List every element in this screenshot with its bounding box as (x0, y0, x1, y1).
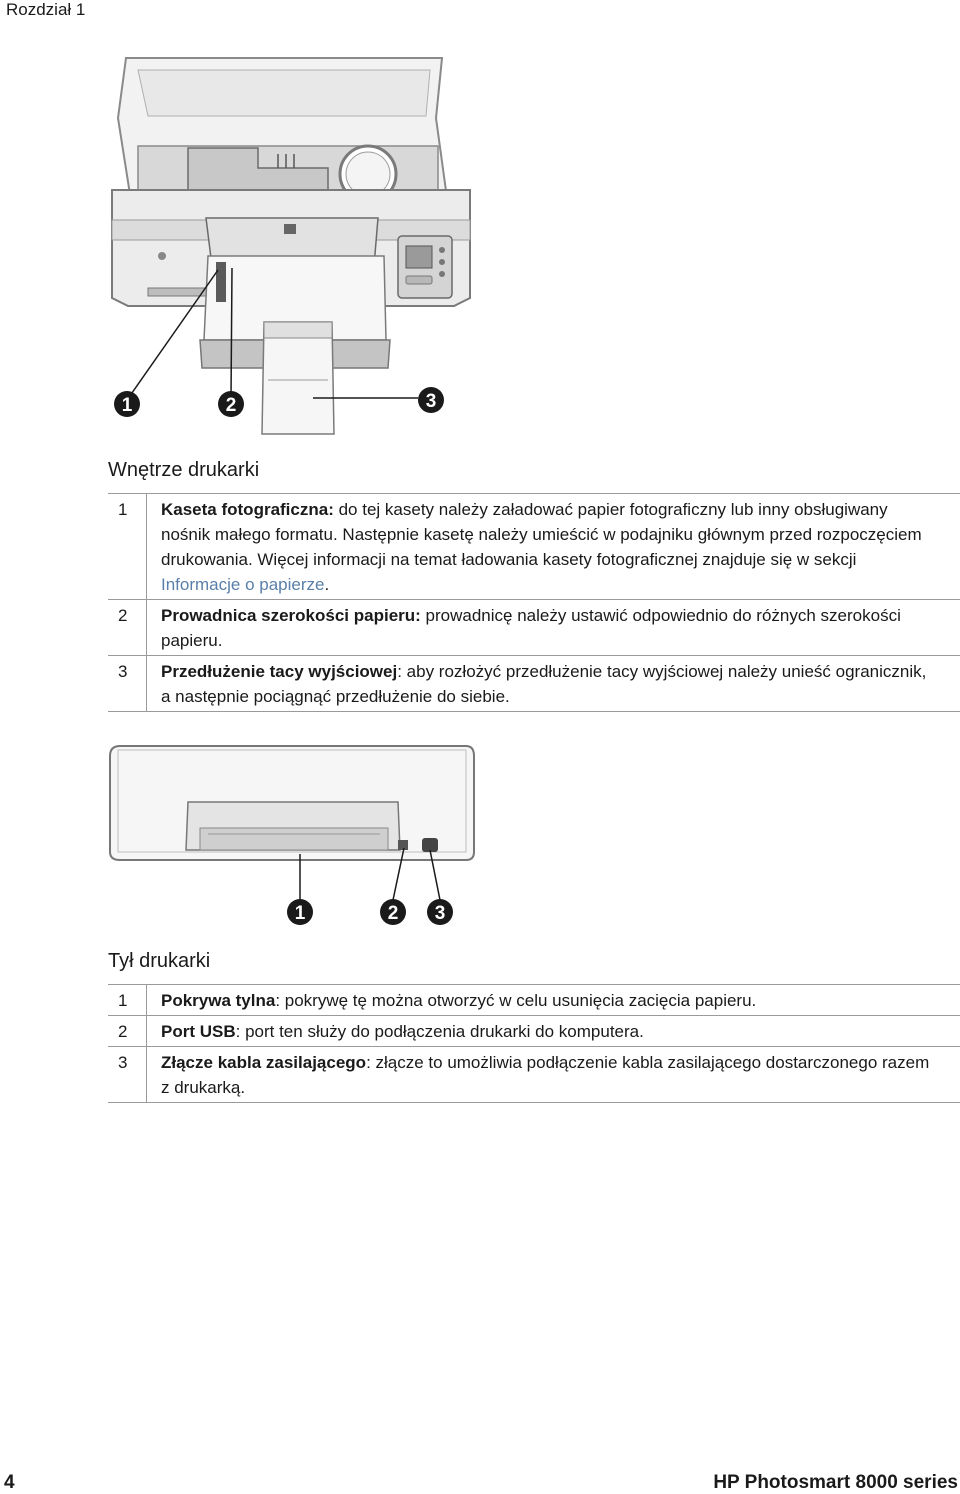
svg-text:2: 2 (387, 903, 399, 924)
paper-info-link[interactable]: Informacje o papierze (161, 575, 325, 594)
legend-text: : aby rozłożyć przedłużenie tacy wyjściowej należy unieść ogranicznik, a następnie pociągnąć przedłużenie do siebie. (161, 662, 927, 706)
legend-text: : port ten służy do podłączenia drukarki do komputera. (235, 1022, 644, 1041)
legend-description (147, 656, 960, 712)
interior-legend-table (108, 493, 960, 712)
svg-text:1: 1 (121, 395, 133, 416)
callout-marker-2 (218, 391, 244, 417)
legend-number: 1 (108, 494, 147, 600)
footer-product-title: HP Photosmart 8000 series (713, 1472, 958, 1493)
callout-marker-1 (114, 391, 140, 417)
legend-number: 3 (108, 656, 147, 712)
callout-marker-1 (287, 899, 313, 925)
callout-marker-3 (427, 899, 453, 925)
running-header: Rozdział 1 (6, 0, 86, 19)
legend-description (147, 985, 960, 1016)
legend-text: : pokrywę tę można otworzyć w celu usunięcia zacięcia papieru. (275, 991, 757, 1010)
interior-section-title: Wnętrze drukarki (108, 459, 260, 481)
legend-description (147, 494, 960, 600)
legend-number: 2 (108, 1016, 147, 1047)
legend-number: 3 (108, 1047, 147, 1103)
legend-text: : złącze to umożliwia podłączenie kabla zasilającego dostarczonego razem z drukarką. (161, 1053, 930, 1097)
legend-row (108, 1047, 960, 1103)
svg-text:1: 1 (294, 903, 306, 924)
legend-description (147, 1047, 960, 1103)
legend-text-end: . (324, 575, 330, 594)
rear-section-title: Tył drukarki (108, 950, 211, 972)
legend-row (108, 656, 960, 712)
svg-text:3: 3 (425, 391, 437, 412)
legend-text: do tej kasety należy załadować papier fotograficzny lub inny obsługiwany nośnik małego formatu. Następnie kasetę należy umieścić w podajniku głównym przed rozpoczęciem drukowania. Więcej informacji na temat ładowania kasety fotograficznej znajduje się w sekcji (161, 500, 922, 569)
callout-marker-3 (418, 387, 444, 413)
legend-term: Kaseta fotograficzna: (161, 500, 334, 519)
legend-term: Pokrywa tylna (161, 991, 276, 1010)
printer-rear-illustration (108, 742, 478, 932)
legend-row (108, 600, 960, 656)
legend-term: Przedłużenie tacy wyjściowej (161, 662, 398, 681)
legend-number: 1 (108, 985, 147, 1016)
legend-number: 2 (108, 600, 147, 656)
svg-text:3: 3 (434, 903, 446, 924)
legend-description (147, 1016, 960, 1047)
callout-marker-2 (380, 899, 406, 925)
legend-text: prowadnicę należy ustawić odpowiednio do różnych szerokości papieru. (161, 606, 901, 650)
legend-term: Port USB (161, 1022, 236, 1041)
legend-row (108, 494, 960, 600)
rear-legend-table (108, 984, 960, 1103)
page-number: 4 (4, 1472, 15, 1493)
printer-interior-illustration (108, 50, 474, 438)
legend-term: Prowadnica szerokości papieru: (161, 606, 421, 625)
legend-term: Złącze kabla zasilającego (161, 1053, 367, 1072)
legend-row (108, 1016, 960, 1047)
svg-text:2: 2 (225, 395, 237, 416)
legend-description (147, 600, 960, 656)
legend-row (108, 985, 960, 1016)
